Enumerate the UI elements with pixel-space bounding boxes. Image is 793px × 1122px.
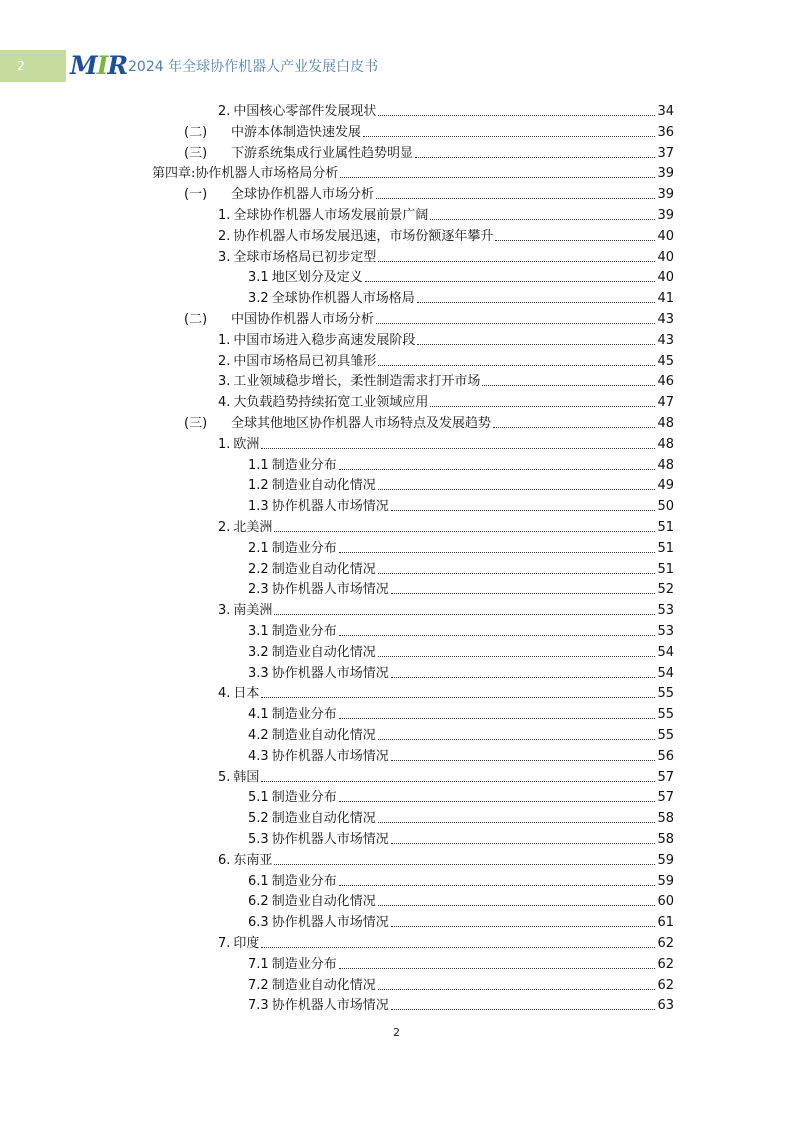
toc-entry-page: 43 (657, 312, 674, 327)
toc-leader-dots (430, 406, 655, 407)
toc-entry-number: 5.2 (248, 811, 269, 827)
toc-entry-number: 6.2 (248, 894, 269, 910)
toc-leader-dots (339, 635, 656, 636)
toc-entry[interactable] (248, 287, 674, 307)
toc-entry-number: 2.3 (248, 582, 269, 598)
toc-leader-dots (417, 302, 656, 303)
toc-leader-dots (378, 989, 656, 990)
footer-page-number: 2 (393, 1026, 400, 1039)
toc-entry-number: 4.1 (248, 707, 269, 723)
toc-entry[interactable] (218, 100, 674, 120)
toc-entry[interactable] (184, 183, 674, 203)
toc-entry[interactable] (248, 870, 674, 890)
toc-entry-number: 3.2 (248, 291, 269, 307)
toc-entry[interactable] (248, 537, 674, 557)
toc-entry-page: 62 (657, 956, 674, 972)
toc-entry-title: 下游系统集成行业属性趋势明显 (231, 145, 414, 161)
toc-entry-page: 48 (657, 416, 674, 431)
toc-entry-number: 1.1 (248, 457, 269, 473)
toc-leader-dots (261, 947, 655, 948)
toc-leader-dots (417, 344, 655, 345)
toc-entry-page: 58 (657, 811, 674, 827)
toc-entry[interactable] (184, 142, 674, 162)
toc-entry-title: 制造业自动化情况 (271, 561, 376, 577)
toc-entry-title: 协作机器人市场情况 (271, 665, 389, 681)
toc-entry[interactable] (248, 703, 674, 723)
toc-leader-dots (430, 219, 655, 220)
toc-leader-dots (340, 177, 655, 178)
toc-entry-title: 北美洲 (233, 520, 273, 535)
toc-entry-page: 59 (657, 873, 674, 889)
toc-entry-page: 39 (657, 208, 674, 223)
toc-entry[interactable] (218, 766, 674, 786)
toc-entry-page: 51 (657, 520, 674, 535)
header-page-number-box (0, 50, 66, 82)
toc-entry-title: 中国市场进入稳步高速发展阶段 (233, 332, 416, 348)
toc-leader-dots (365, 281, 656, 282)
toc-entry-title: 中国协作机器人市场分析 (231, 312, 375, 327)
toc-entry[interactable] (248, 828, 674, 848)
toc-entry[interactable] (248, 558, 674, 578)
toc-entry-page: 61 (657, 915, 674, 931)
toc-entry-number: 7.2 (248, 977, 269, 993)
toc-entry-number: (一) (184, 187, 208, 203)
toc-leader-dots (378, 261, 655, 262)
toc-entry[interactable] (248, 911, 674, 931)
toc-entry-number: 1.2 (248, 478, 269, 494)
toc-entry-number: 4.2 (248, 728, 269, 743)
toc-entry-page: 52 (657, 582, 674, 598)
toc-leader-dots (261, 781, 655, 782)
toc-entry-number: 3. (218, 603, 231, 619)
page-header (0, 50, 793, 82)
toc-leader-dots (391, 760, 656, 761)
toc-entry-number: 1. (218, 436, 231, 452)
toc-entry-number: 1. (218, 332, 231, 348)
toc-entry-number: (三) (184, 145, 208, 161)
toc-entry-title: 中游本体制造快速发展 (231, 124, 362, 140)
toc-entry-title: 欧洲 (233, 436, 260, 452)
toc-entry-number: 3.1 (248, 270, 269, 286)
toc-entry-page: 57 (657, 790, 674, 806)
toc-entry[interactable] (184, 121, 674, 141)
toc-entry-number: (二) (184, 312, 208, 327)
toc-entry-page: 49 (657, 478, 674, 494)
toc-leader-dots (378, 656, 656, 657)
toc-entry-title: 制造业分布 (271, 873, 337, 889)
toc-entry-page: 55 (657, 728, 674, 743)
toc-entry[interactable] (218, 682, 674, 702)
toc-entry-title: 印度 (233, 936, 260, 951)
toc-leader-dots (391, 843, 656, 844)
toc-leader-dots (415, 157, 655, 158)
toc-entry-title: 中国核心零部件发展现状 (233, 104, 377, 119)
toc-entry[interactable] (218, 370, 674, 390)
toc-entry-title: 日本 (233, 686, 260, 702)
toc-entry-page: 34 (657, 104, 674, 119)
toc-entry[interactable] (184, 308, 674, 328)
toc-entry-page: 48 (657, 436, 674, 452)
toc-entry[interactable] (248, 454, 674, 474)
toc-entry-number: 3. (218, 249, 231, 265)
toc-entry-page: 55 (657, 686, 674, 702)
toc-entry-number: 7.1 (248, 956, 269, 972)
toc-entry-number: 7.3 (248, 998, 269, 1014)
toc-entry-number: 2. (218, 353, 231, 369)
toc-entry-title: 南美洲 (233, 603, 273, 619)
toc-entry[interactable] (248, 495, 674, 515)
header-page-number: 2 (17, 59, 25, 73)
toc-entry-page: 53 (657, 624, 674, 639)
toc-entry-title: 东南亚 (233, 852, 273, 868)
toc-entry-title: 制造业自动化情况 (271, 811, 376, 827)
toc-leader-dots (274, 614, 655, 615)
toc-entry-title: 协作机器人市场情况 (271, 915, 389, 931)
toc-entry-title: 协作机器人市场情况 (271, 499, 389, 515)
toc-entry-title: 全球协作机器人市场发展前景广阔 (233, 208, 429, 223)
toc-entry-page: 62 (657, 977, 674, 993)
toc-leader-dots (274, 531, 655, 532)
toc-entry-title: 制造业分布 (271, 956, 337, 972)
toc-entry-number: (三) (184, 416, 208, 431)
toc-entry[interactable] (218, 433, 674, 453)
toc-entry-number: 5.3 (248, 832, 269, 847)
toc-leader-dots (391, 1009, 656, 1010)
toc-leader-dots (391, 510, 656, 511)
toc-entry[interactable] (218, 932, 674, 952)
toc-leader-dots (391, 677, 656, 678)
toc-entry-number: 第四章: (152, 166, 196, 182)
toc-entry[interactable] (152, 162, 674, 182)
header-title: 2024 年全球协作机器人产业发展白皮书 (128, 59, 379, 75)
toc-leader-dots (378, 739, 656, 740)
toc-entry-title: 协作机器人市场格局分析 (195, 166, 339, 182)
toc-entry-page: 43 (657, 332, 674, 348)
toc-entry-page: 39 (657, 166, 674, 182)
toc-entry[interactable] (248, 620, 674, 640)
mir-logo: MIR (70, 51, 128, 80)
toc-entry-title: 地区划分及定义 (271, 270, 363, 286)
toc-entry-title: 中国市场格局已初具雏形 (233, 353, 377, 369)
toc-leader-dots (376, 323, 655, 324)
toc-leader-dots (378, 822, 656, 823)
toc-leader-dots (495, 240, 655, 241)
toc-entry-number: 2. (218, 228, 231, 244)
toc-leader-dots (378, 573, 656, 574)
toc-entry-title: 制造业分布 (271, 790, 337, 806)
toc-entry-page: 40 (657, 249, 674, 265)
toc-entry-number: 1. (218, 208, 231, 223)
toc-entry-number: 5.1 (248, 790, 269, 806)
toc-entry-number: 4.3 (248, 748, 269, 764)
toc-leader-dots (378, 365, 655, 366)
toc-entry[interactable] (248, 474, 674, 494)
toc-entry-number: 2. (218, 520, 231, 535)
toc-entry[interactable] (248, 641, 674, 661)
toc-entry-title: 制造业分布 (271, 457, 337, 473)
toc-leader-dots (339, 552, 656, 553)
toc-entry-page: 54 (657, 644, 674, 660)
toc-entry[interactable] (248, 807, 674, 827)
toc-entry-title: 制造业自动化情况 (271, 478, 376, 494)
toc-leader-dots (261, 697, 655, 698)
toc-entry[interactable] (184, 412, 674, 432)
toc-entry-page: 56 (657, 748, 674, 764)
toc-entry[interactable] (218, 329, 674, 349)
toc-entry[interactable] (218, 391, 674, 411)
toc-entry-title: 全球市场格局已初步定型 (233, 249, 377, 265)
toc-entry-page: 50 (657, 499, 674, 515)
toc-entry[interactable] (248, 745, 674, 765)
toc-entry-number: 3.1 (248, 624, 269, 639)
toc-leader-dots (378, 489, 656, 490)
toc-entry-title: 制造业自动化情况 (271, 894, 376, 910)
toc-leader-dots (339, 718, 656, 719)
toc-entry-number: 6. (218, 852, 231, 868)
toc-leader-dots (482, 385, 655, 386)
toc-entry-page: 53 (657, 603, 674, 619)
toc-entry[interactable] (218, 516, 674, 536)
toc-leader-dots (339, 968, 656, 969)
toc-leader-dots (376, 198, 655, 199)
toc-entry-title: 全球协作机器人市场格局 (271, 291, 415, 307)
toc-leader-dots (391, 926, 656, 927)
toc-entry[interactable] (248, 994, 674, 1014)
toc-entry-title: 协作机器人市场发展迅速，市场份额逐年攀升 (233, 228, 494, 244)
toc-leader-dots (274, 864, 655, 865)
toc-entry-page: 58 (657, 832, 674, 847)
toc-entry[interactable] (248, 974, 674, 994)
toc-entry-page: 57 (657, 769, 674, 785)
toc-entry-page: 62 (657, 936, 674, 951)
toc-entry-title: 工业领域稳步增长，柔性制造需求打开市场 (233, 374, 481, 390)
toc-entry-title: 协作机器人市场情况 (271, 582, 389, 598)
toc-leader-dots (378, 115, 655, 116)
toc-entry-number: 3.3 (248, 665, 269, 681)
toc-entry-title: 制造业自动化情况 (271, 977, 376, 993)
toc-entry-number: 6.1 (248, 873, 269, 889)
toc-entry-page: 54 (657, 665, 674, 681)
toc-entry-page: 59 (657, 852, 674, 868)
toc-entry[interactable] (248, 786, 674, 806)
toc-entry-number: 7. (218, 936, 231, 951)
toc-entry-page: 40 (657, 228, 674, 244)
toc-entry-page: 55 (657, 707, 674, 723)
toc-leader-dots (378, 905, 656, 906)
toc-leader-dots (339, 801, 656, 802)
toc-entry-page: 39 (657, 187, 674, 203)
toc-entry-number: 2. (218, 104, 231, 119)
toc-leader-dots (493, 427, 655, 428)
toc-entry-number: 3. (218, 374, 231, 390)
toc-entry[interactable] (218, 599, 674, 619)
toc-entry-page: 63 (657, 998, 674, 1014)
toc-entry-title: 协作机器人市场情况 (271, 748, 389, 764)
toc-entry[interactable] (248, 578, 674, 598)
toc-entry-page: 60 (657, 894, 674, 910)
toc-entry-number: 6.3 (248, 915, 269, 931)
toc-entry-page: 41 (657, 291, 674, 307)
toc-entry-title: 制造业分布 (271, 624, 337, 639)
toc-entry[interactable] (218, 246, 674, 266)
toc-entry-number: 4. (218, 395, 231, 411)
toc-entry-page: 45 (657, 353, 674, 369)
toc-entry-number: 2.2 (248, 561, 269, 577)
toc-entry-title: 全球协作机器人市场分析 (231, 187, 375, 203)
toc-entry-page: 40 (657, 270, 674, 286)
toc-leader-dots (339, 469, 656, 470)
toc-entry-title: 制造业分布 (271, 707, 337, 723)
toc-entry-title: 制造业自动化情况 (271, 644, 376, 660)
toc-entry-title: 协作机器人市场情况 (271, 998, 389, 1014)
toc-entry-title: 协作机器人市场情况 (271, 832, 389, 847)
toc-entry-page: 37 (657, 145, 674, 161)
toc-entry-page: 46 (657, 374, 674, 390)
toc-entry-page: 51 (657, 561, 674, 577)
toc-entry-title: 全球其他地区协作机器人市场特点及发展趋势 (231, 416, 492, 431)
toc-entry-title: 制造业自动化情况 (271, 728, 376, 743)
toc-entry[interactable] (248, 266, 674, 286)
toc-entry[interactable] (218, 849, 674, 869)
toc-entry[interactable] (218, 350, 674, 370)
toc-entry[interactable] (248, 724, 674, 744)
toc-entry-page: 47 (657, 395, 674, 411)
toc-entry[interactable] (218, 225, 674, 245)
toc-entry[interactable] (248, 953, 674, 973)
toc-leader-dots (391, 593, 656, 594)
toc-entry-title: 韩国 (233, 769, 260, 785)
toc-entry-number: 3.2 (248, 644, 269, 660)
toc-entry-number: 2.1 (248, 540, 269, 556)
toc-entry[interactable] (248, 662, 674, 682)
toc-leader-dots (339, 885, 656, 886)
toc-leader-dots (363, 136, 655, 137)
toc-entry-page: 51 (657, 540, 674, 556)
toc-entry-number: 1.3 (248, 499, 269, 515)
toc-entry-page: 36 (657, 124, 674, 140)
toc-entry[interactable] (218, 204, 674, 224)
toc-entry-number: (二) (184, 124, 208, 140)
toc-entry-number: 5. (218, 769, 231, 785)
toc-entry-title: 制造业分布 (271, 540, 337, 556)
toc-entry-number: 4. (218, 686, 231, 702)
toc-entry[interactable] (248, 890, 674, 910)
toc-leader-dots (261, 448, 655, 449)
toc-entry-page: 48 (657, 457, 674, 473)
toc-entry-title: 大负载趋势持续拓宽工业领域应用 (233, 395, 429, 411)
